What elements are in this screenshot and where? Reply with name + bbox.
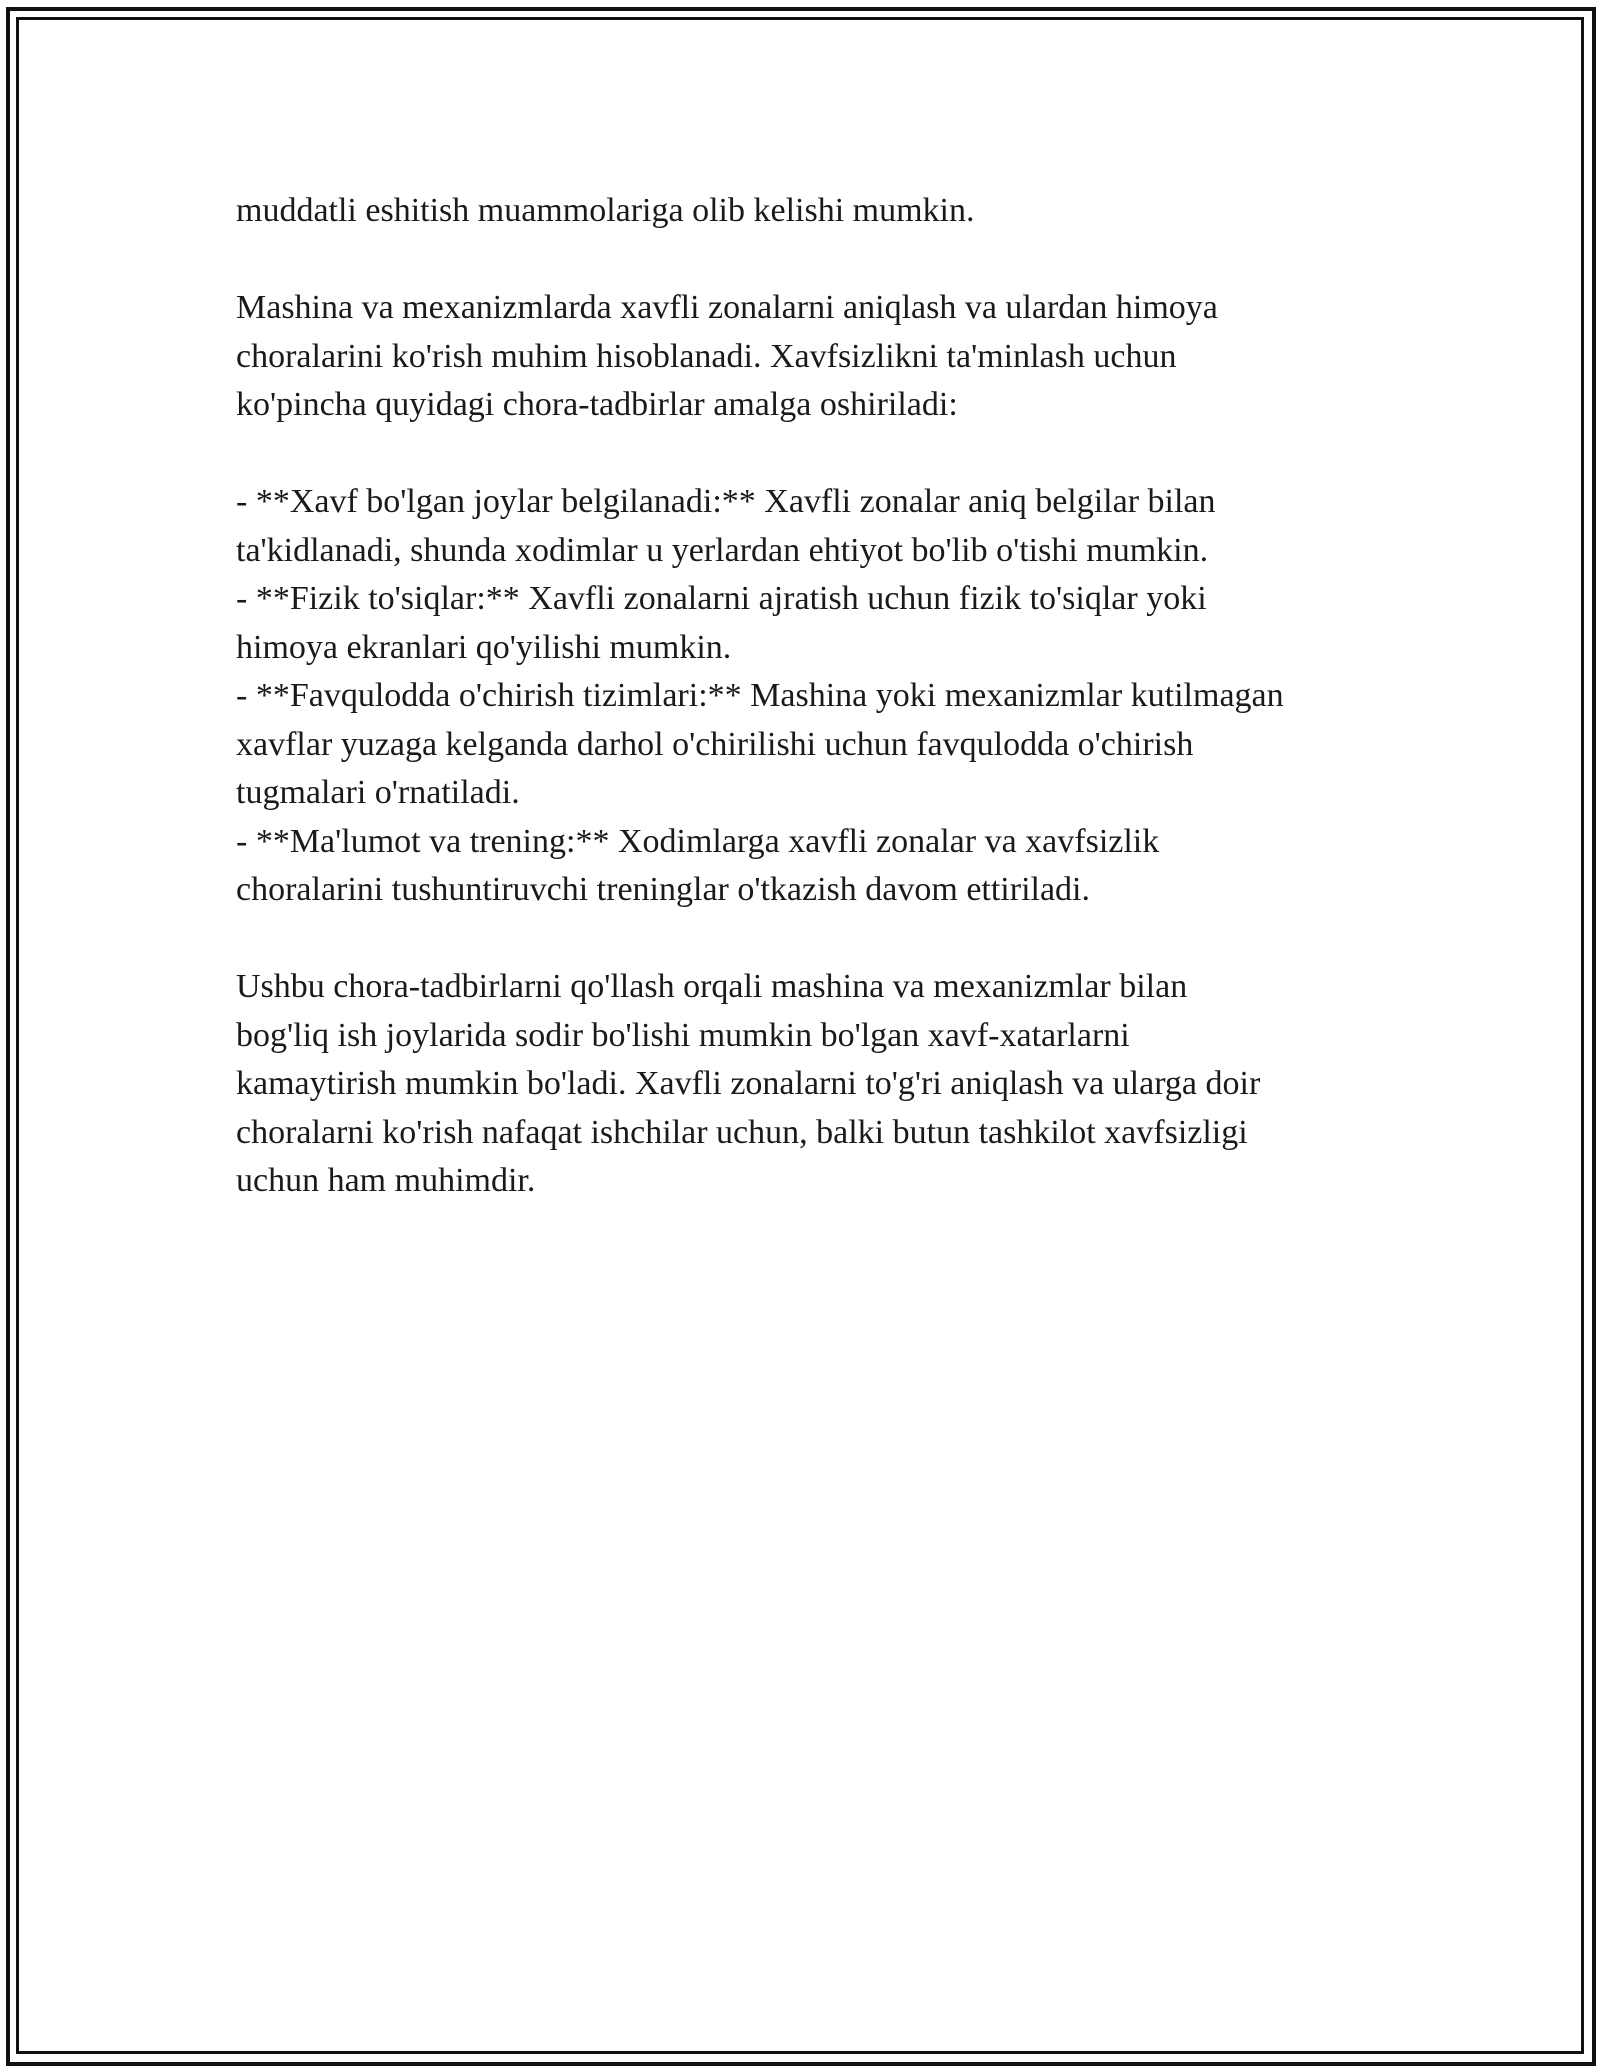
text-line: choralarni ko'rish nafaqat ishchilar uchun, balki butun tashkilot xavfsizligi: [236, 1113, 1248, 1151]
list-item-line: - **Favqulodda o'chirish tizimlari:** Mashina yoki mexanizmlar kutilmagan: [236, 677, 1284, 714]
text-line: Mashina va mexanizmlarda xavfli zonalarni aniqlash va ulardan himoya: [236, 289, 1218, 326]
list-item-line: ta'kidlanadi, shunda xodimlar u yerlardan ehtiyot bo'lib o'tishi mumkin.: [236, 531, 1209, 569]
text-line: choralarini ko'rish muhim hisoblanadi. Xavfsizlikni ta'minlash uchun: [236, 337, 1177, 375]
paragraph-spacer: [236, 236, 1376, 285]
list-item-line: choralarini tushuntiruvchi treninglar o'tkazish davom ettiriladi.: [236, 871, 1091, 908]
text-line: uchun ham muhimdir.: [236, 1162, 536, 1199]
text-line: bog'liq ish joylarida sodir bo'lishi mumkin bo'lgan xavf-xatarlarni: [236, 1016, 1130, 1054]
list-item-line: - **Fizik to'siqlar:** Xavfli zonalarni ajratish uchun fizik to'siqlar yoki: [236, 580, 1207, 617]
text-line: Ushbu chora-tadbirlarni qo'llash orqali mashina va mexanizmlar bilan: [236, 968, 1188, 1005]
paragraph-spacer: [236, 915, 1376, 964]
document-body: [236, 187, 1376, 1206]
text-line: kamaytirish mumkin bo'ladi. Xavfli zonalarni to'g'ri aniqlash va ularga doir: [236, 1065, 1261, 1102]
list-item-line: himoya ekranlari qo'yilishi mumkin.: [236, 628, 732, 666]
list-item-line: - **Xavf bo'lgan joylar belgilanadi:** Xavfli zonalar aniq belgilar bilan: [236, 483, 1216, 520]
paragraph-spacer: [236, 430, 1376, 479]
text-line: muddatli eshitish muammolariga olib kelishi mumkin.: [236, 192, 975, 229]
list-item-line: xavflar yuzaga kelganda darhol o'chirilishi uchun favqulodda o'chirish: [236, 725, 1194, 763]
list-item-line: tugmalari o'rnatiladi.: [236, 774, 520, 811]
text-line: ko'pincha quyidagi chora-tadbirlar amalga oshiriladi:: [236, 386, 958, 423]
list-item-line: - **Ma'lumot va trening:** Xodimlarga xavfli zonalar va xavfsizlik: [236, 822, 1160, 860]
